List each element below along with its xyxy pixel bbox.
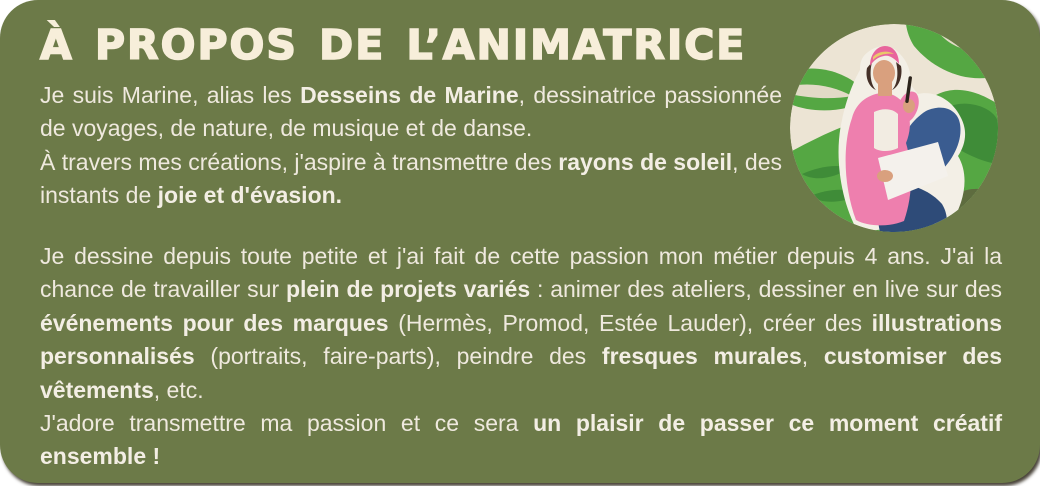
- face: [873, 60, 895, 86]
- about-paragraph-details: Je dessine depuis toute petite et j'ai fait de cette passion mon métier depuis 4 ans. J'ai la chance de travailler sur plein de projets variés : animer des ateliers, dessiner en live sur des événements pour des marques (Hermès, Promod, Estée Lauder), créer des illustrations personnalisés (portraits, faire-parts), peindre des fresques murales, customiser des vêtements, etc. J'adore transmettre ma passion et ce sera un plaisir de passer ce moment créatif ensemble !: [40, 243, 1003, 470]
- animator-photo: [790, 24, 998, 232]
- hand-on-pad: [877, 170, 893, 182]
- pen-hand: [903, 99, 915, 113]
- about-paragraph-intro: Je suis Marine, alias les Desseins de Marine, dessinatrice passionnée de voyages, de nature, de musique et de danse. À travers mes créations, j'aspire à transmettre des rayons de soleil, des instants de joie et d'évasion.: [40, 82, 782, 209]
- white-tank-top: [874, 109, 898, 151]
- page-title: À PROPOS DE L’ANIMATRICE: [40, 21, 747, 69]
- marine-portrait-illustration: [790, 24, 998, 232]
